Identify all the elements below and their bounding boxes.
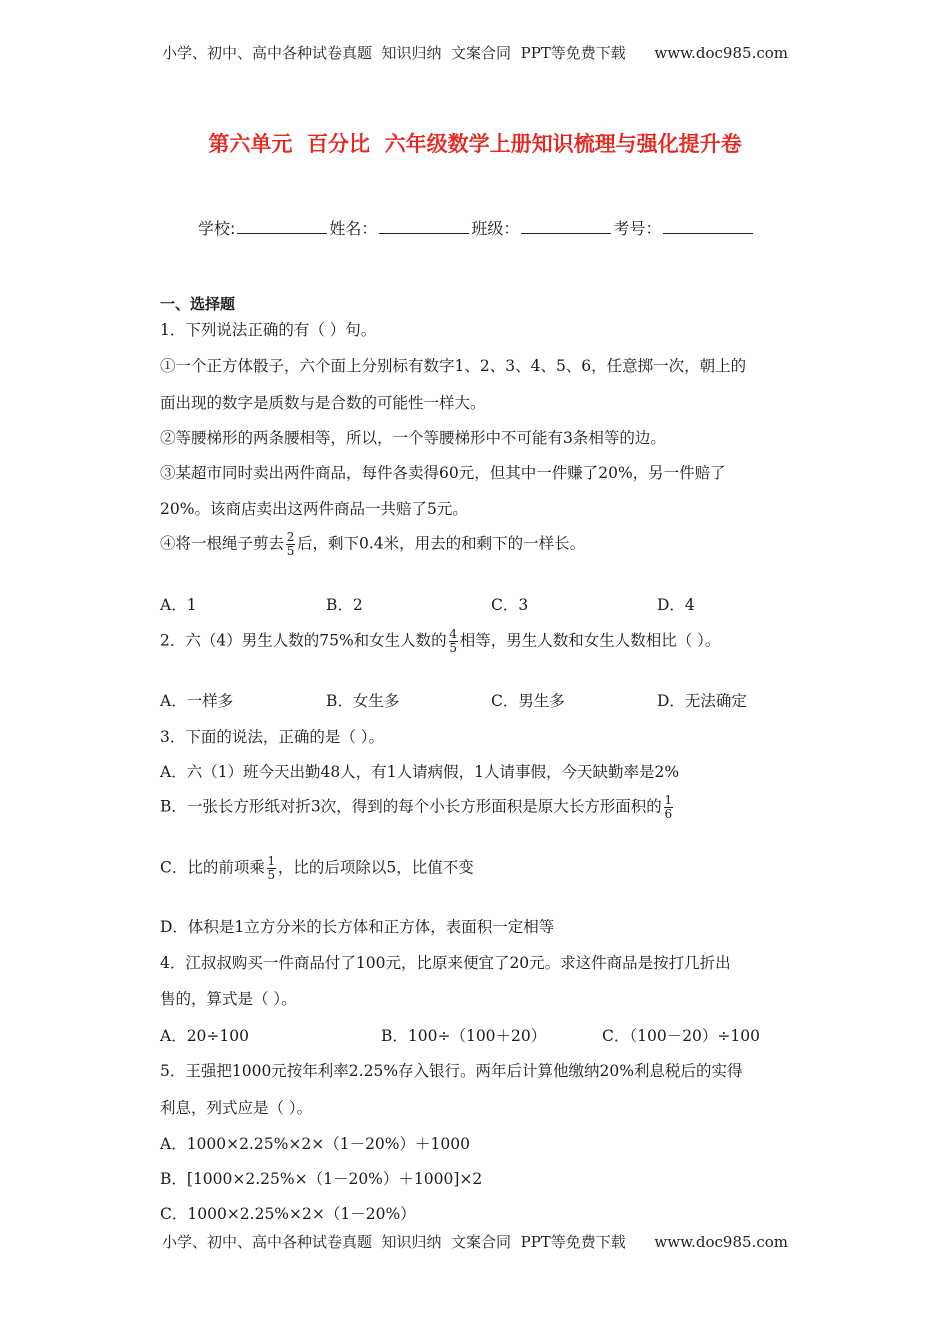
number-label: 考号： [613, 219, 662, 238]
q1-statement-3a: ③某超市同时卖出两件商品，每件各卖得60元，但其中一件赚了20%，另一件赔了 [160, 464, 726, 482]
fraction-numerator: 1 [267, 854, 276, 868]
fraction-numerator: 4 [449, 627, 457, 641]
q2-option-b[interactable]: B．女生多 [326, 692, 400, 710]
q1-statement-4 [160, 531, 585, 558]
q4-option-c[interactable]: C．（100－20）÷100 [602, 1027, 760, 1045]
q4-stem-1: 4．江叔叔购买一件商品付了100元，比原来便宜了20元。求这件商品是按打几折出 [160, 954, 731, 972]
q1-fraction [286, 531, 295, 558]
fraction-numerator: 1 [664, 793, 673, 807]
q3-c-pre: C．比的前项乘 [160, 858, 265, 877]
name-label: 姓名： [329, 219, 378, 238]
q1-option-c[interactable]: C．3 [491, 596, 529, 614]
school-blank[interactable] [237, 219, 327, 234]
q3-b-fraction [664, 794, 673, 821]
q5-stem-2: 利息，列式应是（ ）。 [160, 1099, 313, 1117]
fraction-denominator: 5 [267, 868, 276, 882]
q2-post: 相等，男生人数和女生人数相比（ ）。 [459, 631, 721, 650]
q3-option-d[interactable]: D．体积是1立方分米的长方体和正方体，表面积一定相等 [160, 918, 555, 936]
q4-option-a[interactable]: A．20÷100 [160, 1027, 249, 1045]
number-blank[interactable] [663, 219, 753, 234]
q3-b-text: B．一张长方形纸对折3次，得到的每个小长方形面积是原大长方形面积的 [160, 797, 662, 816]
q5-option-c[interactable]: C．1000×2.25%×2×（1－20%） [160, 1205, 416, 1223]
section-heading: 一、选择题 [160, 295, 236, 313]
q5-option-a[interactable]: A．1000×2.25%×2×（1－20%）＋1000 [160, 1135, 470, 1153]
q2-stem [160, 628, 720, 655]
q2-option-d[interactable]: D．无法确定 [657, 692, 747, 710]
q1-statement-1a: ①一个正方体骰子，六个面上分别标有数字1、2、3、4、5、6，任意掷一次，朝上的 [160, 357, 747, 375]
q1-option-d[interactable]: D．4 [657, 596, 695, 614]
fraction-numerator: 2 [286, 530, 295, 544]
q1-option-b[interactable]: B．2 [326, 596, 363, 614]
school-label: 学校: [198, 219, 236, 238]
q3-stem: 3．下面的说法，正确的是（ ）。 [160, 728, 385, 746]
page-title: 第六单元 百分比 六年级数学上册知识梳理与强化提升卷 [208, 132, 742, 156]
q3-option-a[interactable]: A．六（1）班今天出勤48人，有1人请病假，1人请事假，今天缺勤率是2% [160, 763, 680, 781]
q3-c-fraction [267, 855, 276, 882]
q2-pre: 2．六（4）男生人数的75%和女生人数的 [160, 631, 447, 650]
q5-option-b[interactable]: B．[1000×2.25%×（1－20%）＋1000]×2 [160, 1170, 483, 1188]
q2-option-c[interactable]: C．男生多 [491, 692, 565, 710]
fraction-denominator: 5 [449, 641, 457, 655]
q1-option-a[interactable]: A．1 [160, 596, 197, 614]
fraction-denominator: 5 [286, 544, 295, 558]
student-info-row [198, 216, 755, 239]
q2-fraction [449, 628, 458, 655]
q1-s4-post: 后，剩下0.4米，用去的和剩下的一样长。 [297, 534, 586, 553]
q2-option-a[interactable]: A．一样多 [160, 692, 234, 710]
q1-stem: 1．下列说法正确的有（ ）句。 [160, 321, 377, 339]
footer-banner: 小学、初中、高中各种试卷真题 知识归纳 文案合同 PPT等免费下载 www.doc985.com [161, 1233, 788, 1251]
q3-option-c[interactable] [160, 855, 474, 882]
header-banner: 小学、初中、高中各种试卷真题 知识归纳 文案合同 PPT等免费下载 www.doc985.com [161, 44, 788, 62]
class-label: 班级： [471, 219, 520, 238]
q5-stem-1: 5．王强把1000元按年利率2.25%存入银行。两年后计算他缴纳20%利息税后的实得 [160, 1062, 743, 1080]
q1-statement-3b: 20%。该商店卖出这两件商品一共赔了5元。 [160, 500, 468, 518]
name-blank[interactable] [379, 219, 469, 234]
fraction-denominator: 6 [664, 807, 673, 821]
q1-statement-2: ②等腰梯形的两条腰相等，所以，一个等腰梯形中不可能有3条相等的边。 [160, 429, 666, 447]
q3-option-b[interactable] [160, 794, 675, 821]
q4-option-b[interactable]: B．100÷（100＋20） [381, 1027, 547, 1045]
q4-stem-2: 售的，算式是（ ）。 [160, 990, 297, 1008]
q1-s4-pre: ④将一根绳子剪去 [160, 534, 285, 553]
class-blank[interactable] [521, 219, 611, 234]
q3-c-post: ，比的后项除以5，比值不变 [277, 858, 474, 877]
q1-statement-1b: 面出现的数字是质数与是合数的可能性一样大。 [160, 394, 486, 412]
